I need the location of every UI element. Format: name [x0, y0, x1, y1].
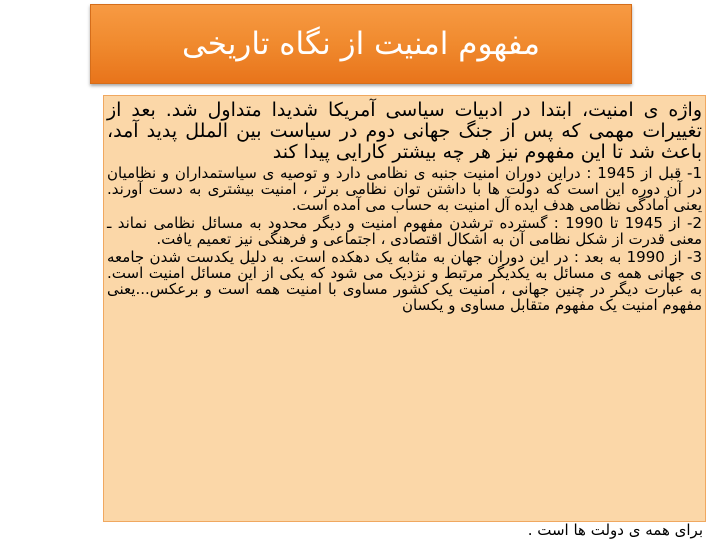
- slide-title: مفهوم امنیت از نگاه تاریخی: [181, 26, 541, 62]
- point-3: 3- از 1990 به بعد : در این دوران جهان به مثابه یک دهکده است. به دلیل یکدست شدن جامعه ی جهانی همه ی مسائل به یکدیگر مرتبط و نزدیک می شود که یکی از این مسائل امنیت است. به عبارت دیگر در چنین جهانی ، امنیت یک کشور مساوی با امنیت همه است و برعکس...یعنی مفهوم امنیت یک مفهوم متقابل مساوی و یکسان: [107, 248, 702, 314]
- point-2: 2- از 1945 تا 1990 : گسترده ترشدن مفهوم امنیت و دیگر محدود به مسائل نظامی نماند ـ معنی قدرت از شکل نظامی آن به اشکال اقتصادی ، اجتماعی و فرهنگی نیز تعمیم یافت.: [107, 214, 702, 248]
- content-box: [103, 95, 706, 522]
- overflow-line: برای همه ی دولت ها است .: [527, 521, 703, 539]
- intro-paragraph: واژه ی امنیت، ابتدا در ادبیات سیاسی آمریکا شدیدا متداول شد. بعد از تغییرات مهمی که پس از جنگ جهانی دوم در سیاست بین الملل پدید آمد، باعث شد تا این مفهوم نیز هر چه بیشتر کارایی پیدا کند: [107, 99, 702, 163]
- point-1: 1- قبل از 1945 : دراین دوران امنیت جنبه ی نظامی دارد و توصیه ی سیاستمداران و نظامیان در آن دوره این است که دولت ها با داشتن توان نظامی برتر ، امنیت بیشتری به دست آورند. یعنی آمادگی نظامی هدف ایده آل امنیت به حساب می آمده است.: [107, 164, 703, 214]
- title-banner: [90, 4, 632, 84]
